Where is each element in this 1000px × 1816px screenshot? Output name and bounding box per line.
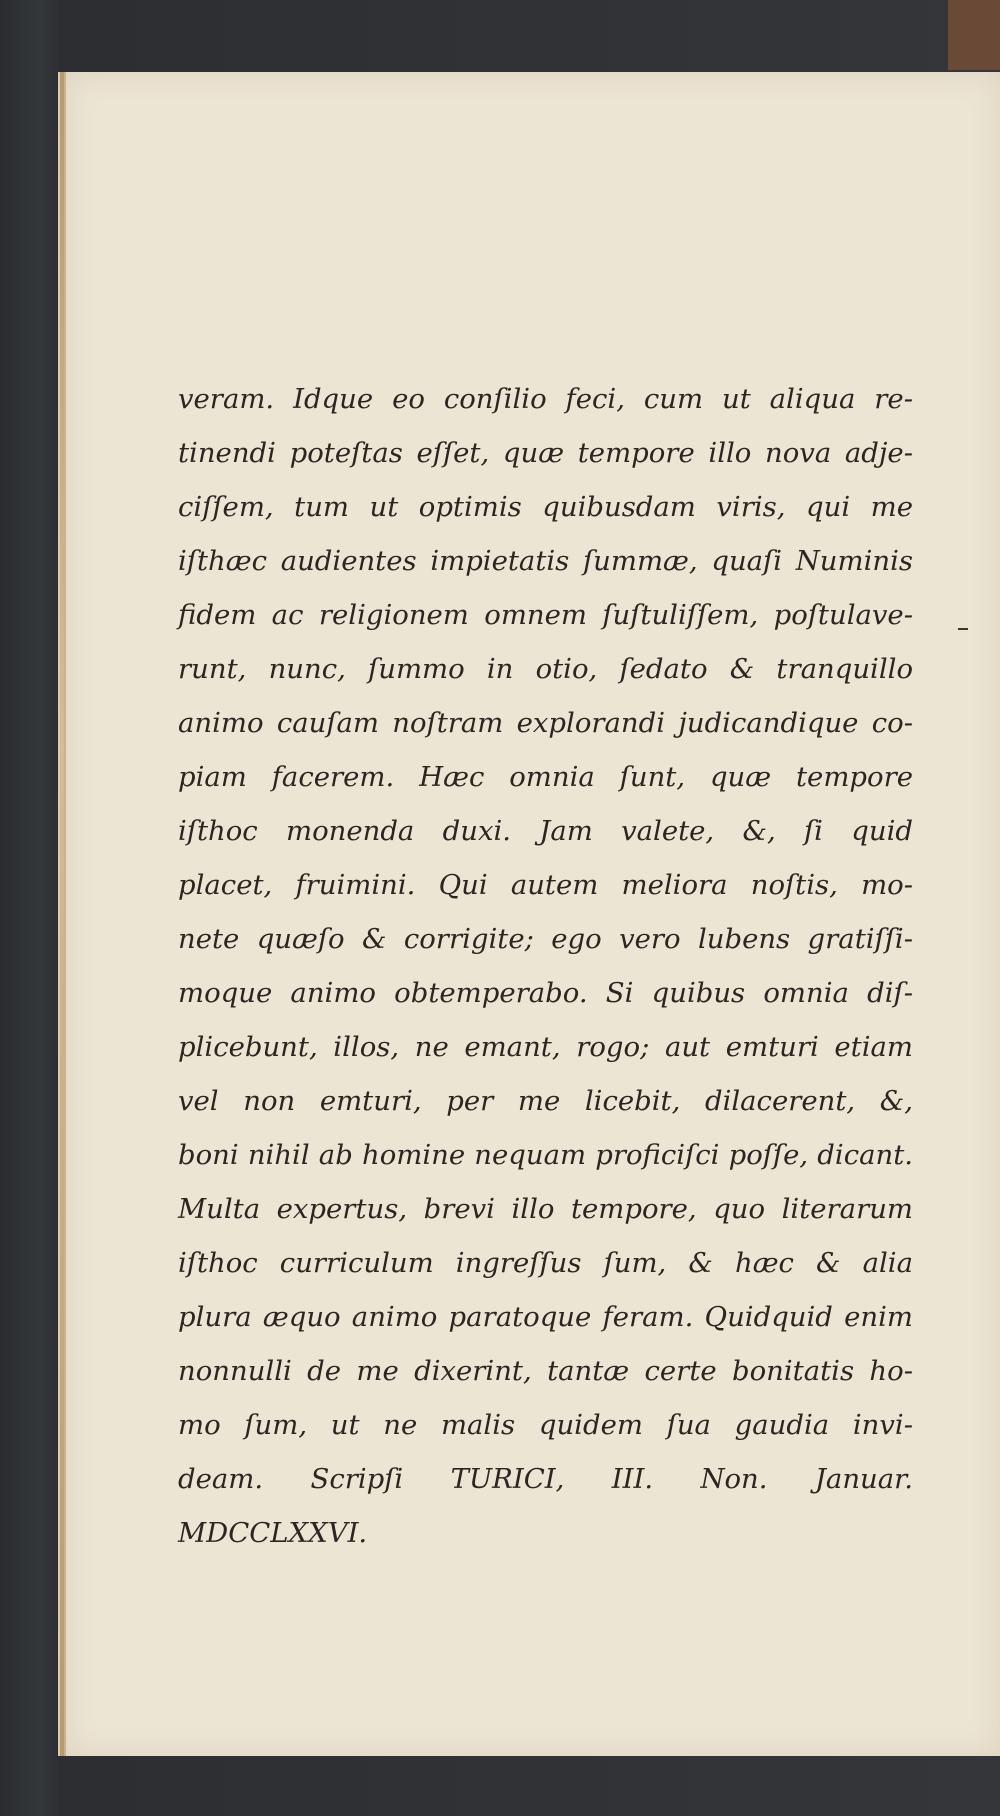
text-line: mo ſum, ut ne malis quidem ſua gaudia invi- <box>178 1409 913 1441</box>
text-line: iſthoc monenda duxi. Jam valete, &, ſi quid <box>178 815 913 847</box>
text-line: iſthæc audientes impietatis ſummæ, quaſi Numinis <box>178 545 913 577</box>
book-page <box>60 72 1000 1756</box>
text-line: animo cauſam noſtram explorandi judicandique co- <box>178 707 913 739</box>
text-line: runt, nunc, ſummo in otio, ſedato & tranquillo <box>178 653 913 685</box>
text-line: nonnulli de me dixerint, tantæ certe bonitatis ho- <box>178 1355 913 1387</box>
book-cover-corner <box>948 0 1000 70</box>
page-gutter-edge <box>60 72 64 1756</box>
text-line: veram. Idque eo conſilio feci, cum ut aliqua re- <box>178 383 913 415</box>
text-line: fidem ac religionem omnem ſuſtuliſſem, poſtulave- <box>178 599 913 631</box>
text-line: plura æquo animo paratoque feram. Quidquid enim <box>178 1301 913 1333</box>
text-line: ciſſem, tum ut optimis quibusdam viris, qui me <box>178 491 913 523</box>
text-line: plicebunt, illos, ne emant, rogo; aut emturi etiam <box>178 1031 913 1063</box>
text-line: piam facerem. Hæc omnia ſunt, quæ tempore <box>178 761 913 793</box>
date-line: MDCCLXXVI. <box>178 1517 368 1549</box>
text-line: nete quæſo & corrigite; ego vero lubens gratiſſi- <box>178 923 913 955</box>
text-line: Multa expertus, brevi illo tempore, quo literarum <box>178 1193 913 1225</box>
margin-mark <box>958 628 968 630</box>
text-line: deam. Scripſi TURICI, III. Non. Januar. <box>178 1463 913 1495</box>
text-line: placet, fruimini. Qui autem meliora noſtis, mo- <box>178 869 913 901</box>
text-line: iſthoc curriculum ingreſſus ſum, & hæc & alia <box>178 1247 913 1279</box>
text-line: boni nihil ab homine nequam proficiſci poſſe, dicant. <box>178 1139 913 1171</box>
body-text <box>178 372 913 1560</box>
text-line: vel non emturi, per me licebit, dilacerent, &, <box>178 1085 913 1117</box>
text-line: tinendi poteſtas eſſet, quæ tempore illo nova adje- <box>178 437 913 469</box>
text-line: moque animo obtemperabo. Si quibus omnia diſ- <box>178 977 913 1009</box>
